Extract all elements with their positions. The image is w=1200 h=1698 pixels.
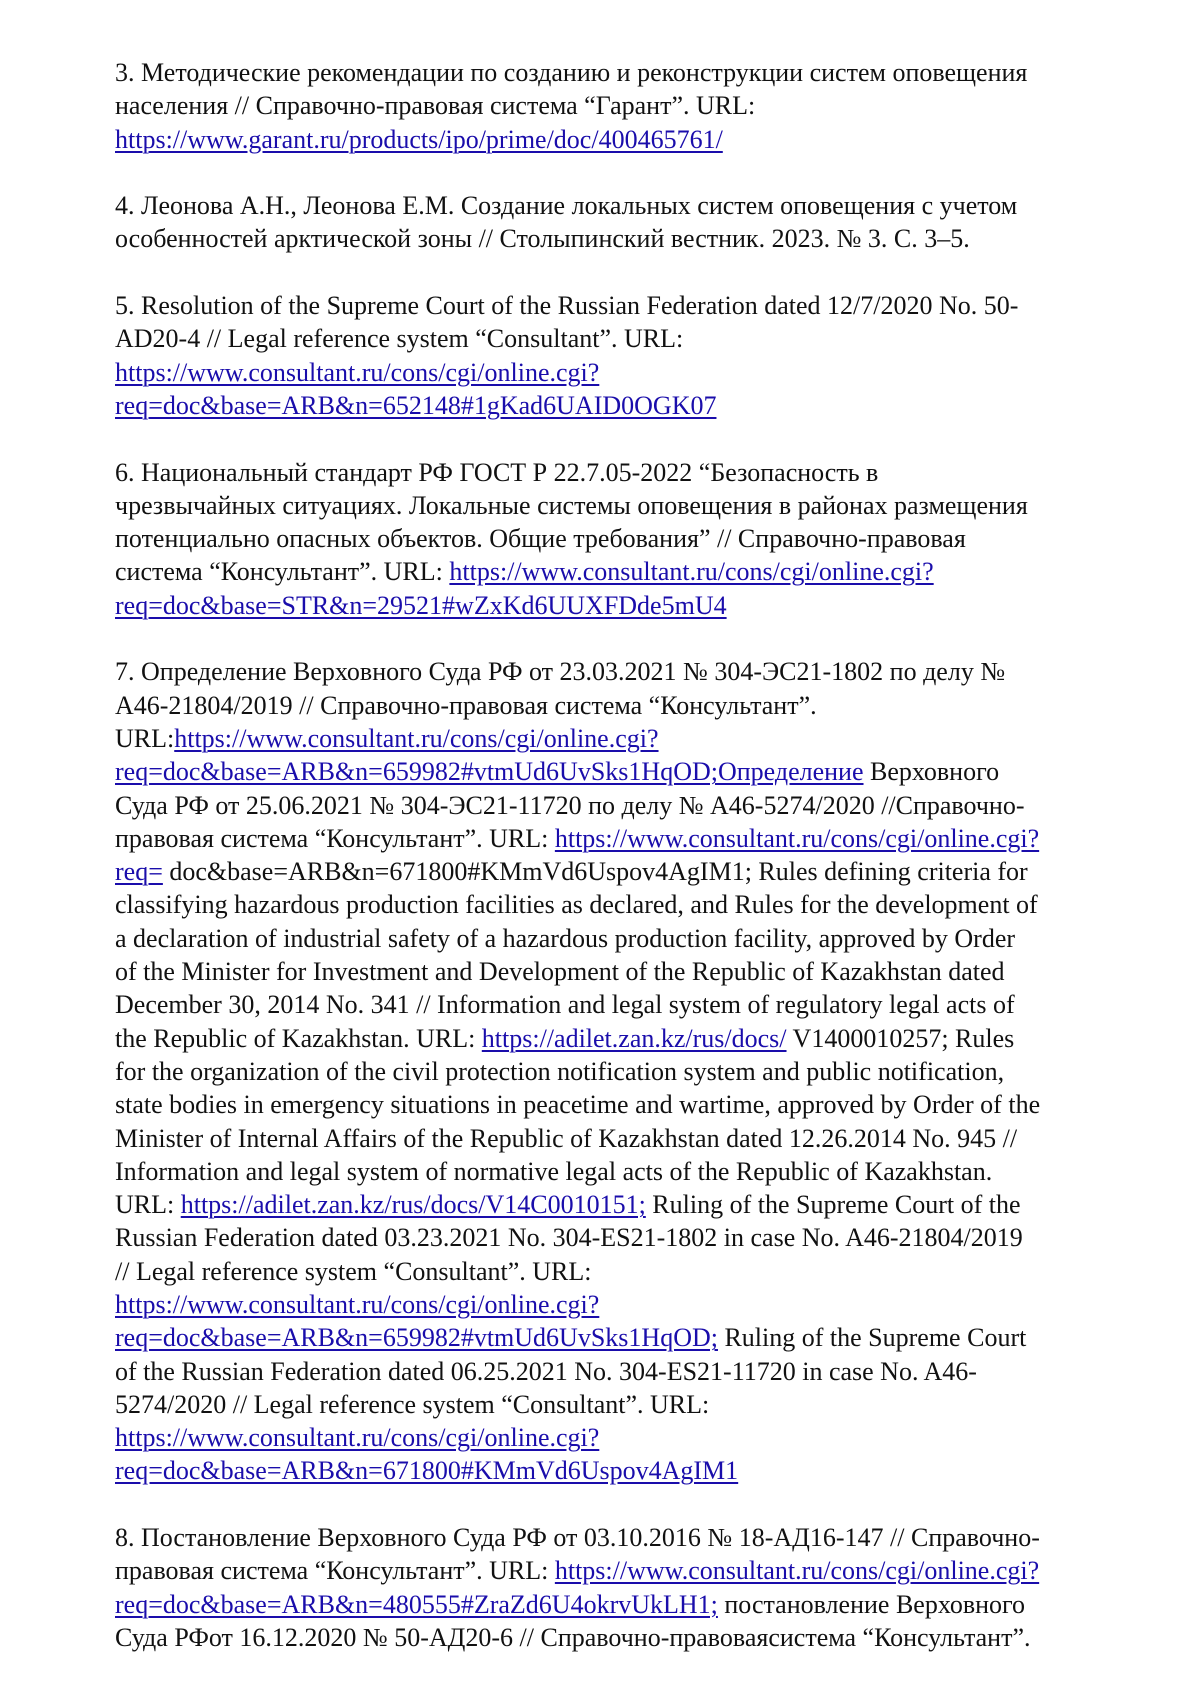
reference-line (115, 189, 1125, 222)
reference-entry (115, 189, 1125, 256)
reference-line (115, 1621, 1125, 1654)
reference-line (115, 389, 1125, 422)
reference-text: правовая система “Консультант”. URL: (115, 1556, 555, 1586)
reference-link[interactable]: https://www.consultant.ru/cons/cgi/online.cgi? (174, 723, 659, 753)
reference-text: doc&base=ARB&n=671800#KMmVd6Uspov4AgIM1; Rules defining criteria for (162, 857, 1028, 887)
reference-link[interactable]: https://www.consultant.ru/cons/cgi/online.cgi? (449, 557, 934, 587)
reference-text: a declaration of industrial safety of a hazardous production facility, approved by Order (115, 923, 1016, 953)
reference-line (115, 1355, 1125, 1388)
reference-line (115, 1288, 1125, 1321)
reference-line (115, 456, 1125, 489)
reference-text: населения // Справочно-правовая система “Гарант”. URL: (115, 91, 756, 121)
reference-line (115, 655, 1125, 688)
reference-text: Ruling of the Supreme Court (717, 1323, 1027, 1353)
reference-line (115, 1321, 1125, 1354)
reference-link[interactable]: req=doc&base=STR&n=29521#wZxKd6UUXFDde5mU4 (115, 590, 727, 620)
reference-line (115, 1454, 1125, 1487)
reference-link[interactable]: req= (115, 857, 163, 887)
reference-line (115, 1088, 1125, 1121)
reference-text: URL: (115, 723, 175, 753)
reference-line (115, 1221, 1125, 1254)
reference-text: Суда РФ от 25.06.2021 № 304-ЭС21-11720 по делу № А46-5274/2020 //Справочно- (115, 790, 1025, 820)
reference-link[interactable]: https://www.garant.ru/products/ipo/prime/doc/400465761/ (115, 124, 723, 154)
reference-link[interactable]: req=doc&base=ARB&n=659982#vtmUd6UvSks1HqOD; (115, 1323, 718, 1353)
reference-line (115, 955, 1125, 988)
reference-line (115, 988, 1125, 1021)
reference-text: AD20-4 // Legal reference system “Consultant”. URL: (115, 324, 684, 354)
reference-line (115, 555, 1125, 588)
reference-text: 5. Resolution of the Supreme Court of the Russian Federation dated 12/7/2020 No. 50- (115, 291, 1019, 321)
reference-text: Information and legal system of normative legal acts of the Republic of Kazakhstan. (115, 1156, 993, 1186)
reference-line (115, 89, 1125, 122)
reference-line (115, 722, 1125, 755)
reference-text: Ruling of the Supreme Court of the (645, 1190, 1021, 1220)
reference-line (115, 56, 1125, 89)
reference-text: Minister of Internal Affairs of the Republic of Kazakhstan dated 12.26.2014 No. 945 // (115, 1123, 1018, 1153)
reference-text: of the Russian Federation dated 06.25.2021 No. 304-ES21-11720 in case No. A46- (115, 1356, 977, 1386)
reference-line (115, 1255, 1125, 1288)
reference-line (115, 1055, 1125, 1088)
reference-link[interactable]: https://www.consultant.ru/cons/cgi/online.cgi? (115, 357, 600, 387)
reference-list (115, 56, 1125, 1688)
reference-text: December 30, 2014 No. 341 // Information and legal system of regulatory legal acts of (115, 990, 1015, 1020)
reference-line (115, 755, 1125, 788)
reference-line (115, 356, 1125, 389)
reference-link[interactable]: req=doc&base=ARB&n=480555#ZraZd6U4okrvUkLH1; (115, 1589, 718, 1619)
reference-line (115, 1588, 1125, 1621)
reference-line (115, 888, 1125, 921)
reference-entry (115, 1521, 1125, 1654)
reference-line (115, 289, 1125, 322)
reference-entry (115, 655, 1125, 1487)
reference-link[interactable]: https://www.consultant.ru/cons/cgi/online.cgi? (115, 1423, 600, 1453)
reference-link[interactable]: req=doc&base=ARB&n=659982#vtmUd6UvSks1HqOD;Определение (115, 757, 864, 787)
reference-line (115, 789, 1125, 822)
reference-text: for the organization of the civil protection notification system and public notification, (115, 1056, 1005, 1086)
reference-link[interactable]: https://adilet.zan.kz/rus/docs/ (481, 1023, 787, 1053)
reference-text: Верховного (863, 757, 1000, 787)
reference-text: // Legal reference system “Consultant”. URL: (115, 1256, 592, 1286)
reference-line (115, 689, 1125, 722)
reference-entry (115, 456, 1125, 622)
reference-text: V1400010257; Rules (786, 1023, 1015, 1053)
reference-text: classifying hazardous production facilities as declared, and Rules for the development of (115, 890, 1038, 920)
reference-line (115, 123, 1125, 156)
reference-link[interactable]: https://www.consultant.ru/cons/cgi/online.cgi? (115, 1289, 600, 1319)
reference-entry (115, 56, 1125, 156)
reference-line (115, 522, 1125, 555)
reference-text: потенциально опасных объектов. Общие требования” // Справочно-правовая (115, 524, 966, 554)
reference-text: state bodies in emergency situations in peacetime and wartime, approved by Order of the (115, 1090, 1041, 1120)
reference-text: 8. Постановление Верховного Суда РФ от 03.10.2016 № 18-АД16-147 // Справочно- (115, 1523, 1040, 1553)
reference-line (115, 922, 1125, 955)
reference-text: 6. Национальный стандарт РФ ГОСТ Р 22.7.05-2022 “Безопасность в (115, 457, 879, 487)
reference-text: 7. Определение Верховного Суда РФ от 23.03.2021 № 304-ЭС21-1802 по делу № (115, 657, 1006, 687)
reference-line (115, 1388, 1125, 1421)
reference-text: система “Консультант”. URL: (115, 557, 450, 587)
reference-text: URL: (115, 1190, 181, 1220)
reference-line (115, 589, 1125, 622)
reference-text: 3. Методические рекомендации по созданию и реконструкции систем оповещения (115, 58, 1028, 87)
reference-line (115, 1521, 1125, 1554)
reference-link[interactable]: req=doc&base=ARB&n=652148#1gKad6UAID0OGK07 (115, 390, 717, 420)
reference-link[interactable]: https://adilet.zan.kz/rus/docs/V14C0010151; (180, 1190, 646, 1220)
reference-text: 5274/2020 // Legal reference system “Consultant”. URL: (115, 1389, 710, 1419)
reference-line (115, 1155, 1125, 1188)
reference-line (115, 322, 1125, 355)
reference-line (115, 1188, 1125, 1221)
reference-line (115, 489, 1125, 522)
reference-link[interactable]: https://www.consultant.ru/cons/cgi/online.cgi? (554, 1556, 1040, 1586)
reference-text: Russian Federation dated 03.23.2021 No. 304-ES21-1802 in case No. A46-21804/2019 (115, 1223, 1023, 1253)
reference-text: чрезвычайных ситуациях. Локальные системы оповещения в районах размещения (115, 490, 1028, 520)
reference-line (115, 1022, 1125, 1055)
reference-link[interactable]: https://www.consultant.ru/cons/cgi/online.cgi? (554, 823, 1040, 853)
reference-line (115, 822, 1125, 855)
reference-line (115, 1554, 1125, 1587)
reference-line (115, 222, 1125, 255)
reference-text: постановление Верховного (717, 1589, 1026, 1619)
reference-entry (115, 289, 1125, 422)
reference-line (115, 855, 1125, 888)
reference-text: 4. Леонова А.Н., Леонова Е.М. Создание локальных систем оповещения с учетом (115, 191, 1018, 221)
reference-text: особенностей арктической зоны // Столыпинский вестник. 2023. № 3. С. 3–5. (115, 224, 970, 254)
reference-text: А46-21804/2019 // Справочно-правовая система “Консультант”. (115, 690, 817, 720)
reference-text: the Republic of Kazakhstan. URL: (115, 1023, 482, 1053)
reference-line (115, 1122, 1125, 1155)
reference-link[interactable]: req=doc&base=ARB&n=671800#KMmVd6Uspov4AgIM1 (115, 1456, 739, 1486)
reference-text: of the Minister for Investment and Development of the Republic of Kazakhstan dated (115, 957, 1005, 987)
reference-line (115, 1421, 1125, 1454)
reference-text: правовая система “Консультант”. URL: (115, 823, 555, 853)
reference-text: Суда РФот 16.12.2020 № 50-АД20-6 // Справочно-правоваясистема “Консультант”. (115, 1622, 1031, 1652)
